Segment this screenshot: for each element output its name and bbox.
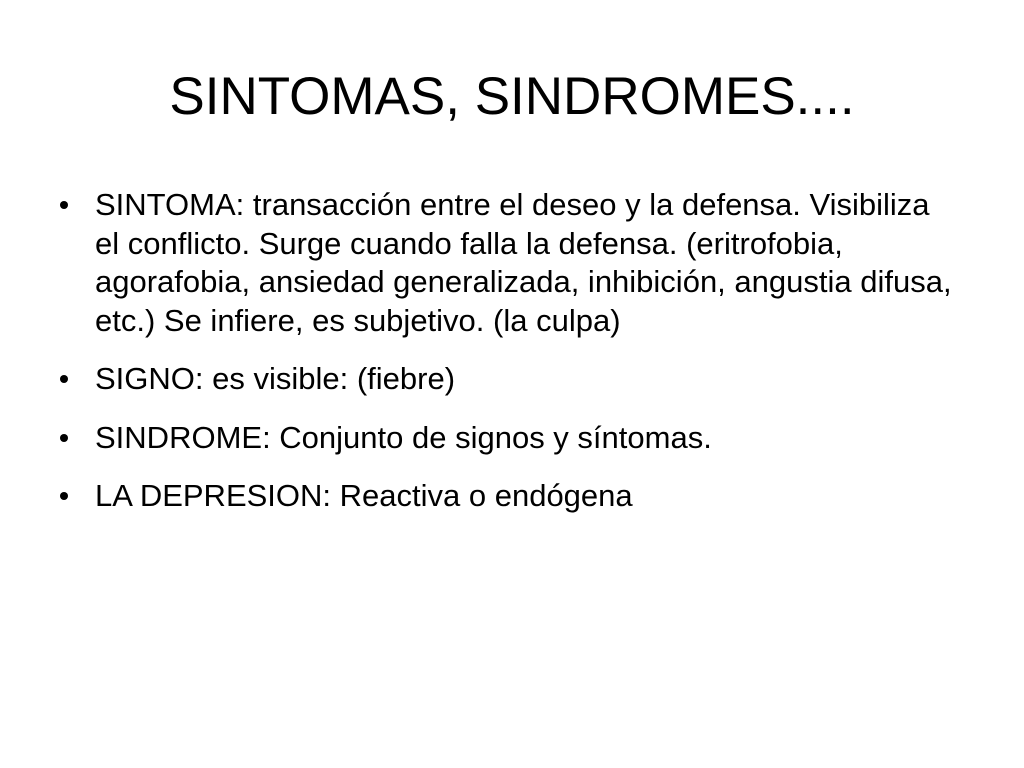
bullet-item-signo (58, 360, 958, 399)
bullet-item-sintoma (58, 186, 958, 340)
slide-title: SINTOMAS, SINDROMES.... (169, 67, 855, 126)
bullet-text: SINTOMA: transacción entre el deseo y la defensa. Visibiliza el conflicto. Surge cuando falla la defensa. (eritrofobia, agorafobia, ansiedad generalizada, inhibición, angustia difusa, etc.) Se infiere, es subjetivo. (la culpa) (95, 187, 952, 338)
bullet-dot-icon (60, 434, 68, 442)
bullet-item-depresion (58, 477, 958, 516)
bullet-text: LA DEPRESION: Reactiva o endógena (95, 478, 633, 513)
bullet-list (58, 186, 958, 536)
bullet-dot-icon (60, 201, 68, 209)
bullet-item-sindrome (58, 419, 958, 458)
bullet-dot-icon (60, 492, 68, 500)
bullet-text: SIGNO: es visible: (fiebre) (95, 361, 456, 396)
bullet-text: SINDROME: Conjunto de signos y síntomas. (95, 419, 712, 455)
bullet-dot-icon (60, 375, 68, 383)
